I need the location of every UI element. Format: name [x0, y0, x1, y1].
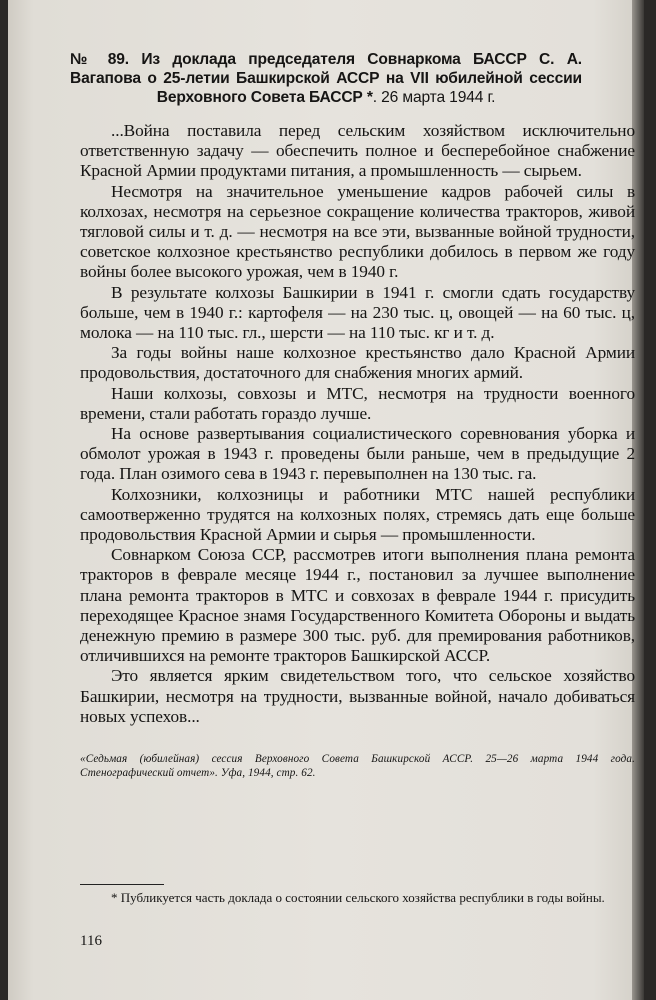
footnote-divider — [80, 884, 164, 885]
footnote: * Публикуется часть доклада о состоянии сельского хозяйства республики в годы войны. — [111, 890, 605, 905]
body-paragraph: На основе развертывания социалистического соревнования уборка и обмолот урожая в 1943 г. проведены были раньше, чем в предыдущие 2 года. План озимого сева в 1943 г. перевыполнен на 130 тыс. га. — [80, 424, 635, 484]
body-paragraph: В результате колхозы Башкирии в 1941 г. смогли сдать государству больше, чем в 1940 г.: картофеля — на 230 тыс. ц, овощей — на 60 тыс. ц, молока — на 110 тыс. гл., шерсти — на 110 тыс. кг и т. д. — [80, 282, 635, 343]
footnote-marker: * — [362, 89, 373, 106]
body-paragraph: За годы войны наше колхозное крестьянство дало Красной Армии продовольствия, достаточного для снабжения многих армий. — [80, 343, 635, 383]
body-paragraph: Несмотря на значительное уменьшение кадров рабочей силы в колхозах, несмотря на серьезное сокращение количества тракторов, живой тягловой силы и т. д. — несмотря на все эти, вызванные войной трудности, советское колхозное крестьянство республики добилось в первом же году войны более высокого урожая, чем в 1940 г. — [80, 181, 635, 282]
book-page — [8, 0, 644, 1000]
document-heading — [70, 50, 582, 107]
body-paragraph: Наши колхозы, совхозы и МТС, несмотря на трудности военного времени, стали работать гораздо лучше. — [80, 383, 635, 423]
body-paragraph: Это является ярким свидетельством того, что сельское хозяйство Башкирии, несмотря на трудности, вызванные войной, начало добиваться новых успехов... — [80, 666, 635, 726]
page-number: 116 — [80, 933, 102, 949]
document-body — [80, 121, 635, 727]
body-paragraph: Колхозники, колхозницы и работники МТС нашей республики самоотверженно трудятся на колхозных полях, стремясь дать еще больше продовольствия Красной Армии и сырья — промышленности. — [80, 484, 635, 545]
source-citation: «Седьмая (юбилейная) сессия Верховного Совета Башкирской АССР. 25—26 марта 1944 года. Стенографический отчет». Уфа, 1944, стр. 62. — [80, 753, 635, 779]
heading-text: № 89. Из доклада председателя Совнаркома БАССР С. А. Вагапова о 25-летии Башкирской АССР на VII юбилейной сессии Верховного Совета БАССР — [70, 51, 582, 106]
body-paragraph: ...Война поставила перед сельским хозяйством исключительно ответственную задачу — обеспечить полное и бесперебойное снабжение Красной Армии продуктами питания, а промышленность — сырьем. — [80, 121, 635, 181]
heading-date: . 26 марта 1944 г. — [372, 89, 496, 106]
body-paragraph: Совнарком Союза ССР, рассмотрев итоги выполнения плана ремонта тракторов в феврале месяце 1944 г., постановил за лучшее выполнение плана ремонта тракторов в МТС и совхозах в феврале 1944 г. присудить переходящее Красное знамя Государственного Комитета Обороны и выдать денежную премию в размере 300 тыс. руб. для премирования работников, отличившихся на ремонте тракторов Башкирской АССР. — [80, 545, 635, 666]
